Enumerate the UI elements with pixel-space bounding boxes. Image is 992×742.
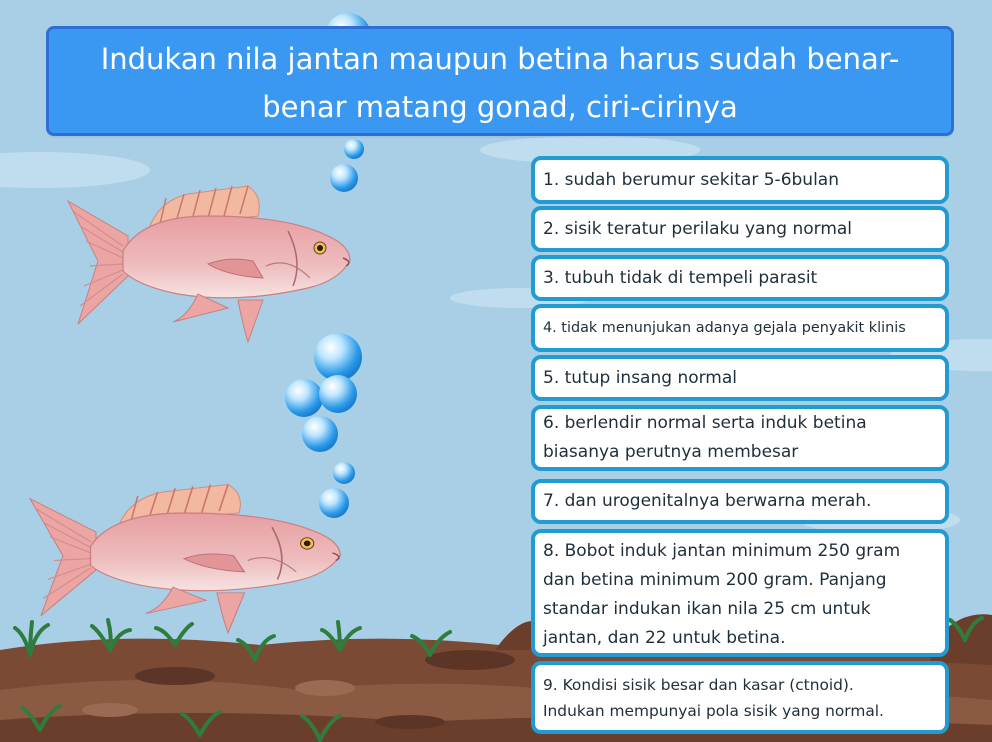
criteria-card — [531, 255, 949, 301]
criteria-card — [531, 405, 949, 471]
criteria-text: 7. dan urogenitalnya berwarna merah. — [543, 491, 872, 511]
criteria-text: 6. berlendir normal serta induk betina biasanya perutnya membesar — [543, 413, 867, 462]
criteria-card — [531, 661, 949, 734]
criteria-card — [531, 355, 949, 401]
title-banner — [46, 26, 954, 136]
criteria-card — [531, 156, 949, 204]
page-title: Indukan nila jantan maupun betina harus sudah benar- benar matang gonad, ciri-cirinya — [100, 42, 900, 124]
criteria-text: 3. tubuh tidak di tempeli parasit — [543, 267, 818, 288]
criteria-card — [531, 304, 949, 352]
fish-illustration — [30, 485, 340, 633]
criteria-text: 4. tidak menunjukan adanya gejala penyakit klinis — [543, 319, 906, 336]
criteria-card — [531, 206, 949, 252]
criteria-text: 9. Kondisi sisik besar dan kasar (ctnoid). Indukan mempunyai pola sisik yang normal. — [543, 675, 884, 720]
criteria-text: 5. tutup insang normal — [543, 367, 738, 388]
criteria-text: 8. Bobot induk jantan minimum 250 gram dan betina minimum 200 gram. Panjang standar indukan ikan nila 25 cm untuk jantan, dan 22 untuk betina. — [543, 541, 901, 648]
criteria-card — [531, 529, 949, 657]
criteria-text: 1. sudah berumur sekitar 5-6bulan — [543, 169, 839, 190]
criteria-card — [531, 479, 949, 524]
criteria-text: 2. sisik teratur perilaku yang normal — [543, 218, 853, 239]
fish-illustration — [68, 186, 350, 342]
